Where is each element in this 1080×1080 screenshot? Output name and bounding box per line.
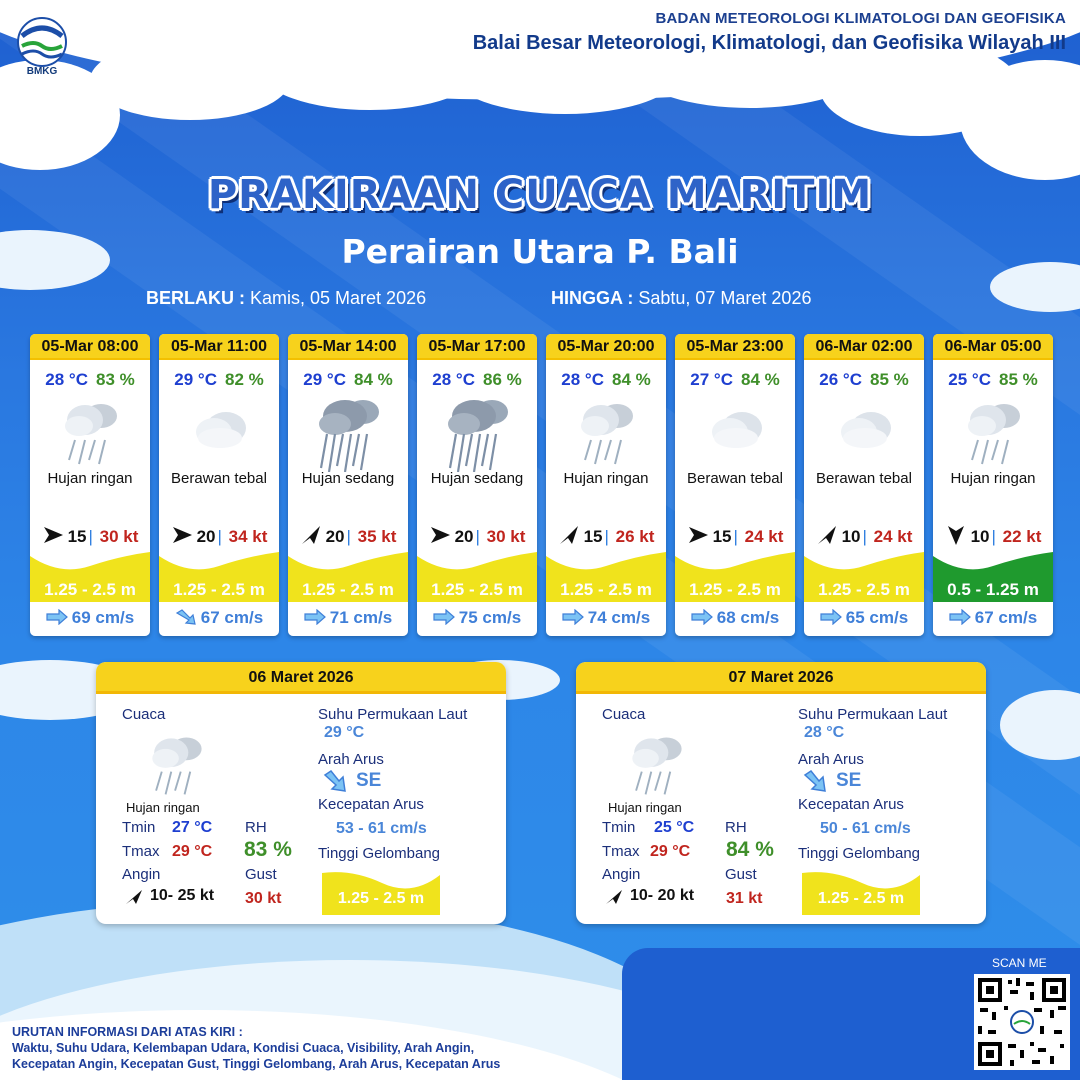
wind-speed: 20 <box>325 527 345 546</box>
current-dir-value: SE <box>356 770 382 791</box>
air-temperature: 29 °C <box>303 370 346 389</box>
humidity: 82 % <box>224 370 264 389</box>
region-title: Perairan Utara P. Bali <box>341 232 739 271</box>
temp-rh <box>30 370 150 390</box>
separator: | <box>991 527 996 546</box>
arrow-east-icon <box>687 524 709 546</box>
daily-condition: Hujan ringan <box>608 800 682 815</box>
info-order-note <box>12 1024 500 1072</box>
qr-code[interactable] <box>974 974 1070 1070</box>
tmax-label: Tmax <box>122 843 160 860</box>
validity-from <box>146 288 426 309</box>
tmin-label: Tmin <box>122 819 156 836</box>
wind-info <box>30 524 150 547</box>
tmin-value: 27 °C <box>172 819 213 836</box>
gust-speed: 30 kt <box>486 527 526 546</box>
forecast-time: 06-Mar 02:00 <box>804 334 924 360</box>
wind-info <box>933 524 1053 547</box>
gust-speed: 22 kt <box>1002 527 1042 546</box>
validity-from-value: Kamis, 05 Maret 2026 <box>250 288 427 308</box>
arrow-northeast-icon <box>300 524 322 546</box>
current-info <box>804 608 924 628</box>
weather-condition: Berawan tebal <box>171 470 267 487</box>
arrow-southeast-icon <box>175 609 197 625</box>
wind-speed: 10 <box>970 527 990 546</box>
rh-value: 84 % <box>726 838 774 861</box>
wind-speed: 10 <box>841 527 861 546</box>
weather-condition: Hujan ringan <box>47 470 133 487</box>
temp-rh <box>159 370 279 390</box>
scan-label: SCAN ME <box>992 956 1047 970</box>
forecast-card <box>288 334 408 636</box>
current-info <box>546 608 666 628</box>
daily-panel <box>96 662 506 924</box>
validity-from-label: BERLAKU : <box>146 288 245 308</box>
cloudy-icon <box>700 394 770 472</box>
wind-speed: 15 <box>67 527 87 546</box>
current-info <box>675 608 795 628</box>
air-temperature: 28 °C <box>45 370 88 389</box>
wind-speed: 15 <box>712 527 732 546</box>
arrow-east-icon <box>42 524 64 546</box>
gust-speed: 24 kt <box>873 527 913 546</box>
wind-info <box>675 524 795 547</box>
wave-height-badge <box>288 546 408 602</box>
arrow-east-icon <box>820 609 842 625</box>
wave-height: 1.25 - 2.5 m <box>818 580 910 599</box>
wind-value: 10- 20 kt <box>630 887 695 904</box>
wave-height-badge <box>675 546 795 602</box>
separator: | <box>346 527 351 546</box>
wave-height: 1.25 - 2.5 m <box>173 580 265 599</box>
separator: | <box>733 527 738 546</box>
wave-value: 1.25 - 2.5 m <box>337 890 425 907</box>
gust-value: 31 kt <box>726 890 763 907</box>
current-speed: 68 cm/s <box>716 608 780 627</box>
rh-value: 83 % <box>244 838 292 861</box>
daily-panel <box>576 662 986 924</box>
current-speed: 71 cm/s <box>329 608 393 627</box>
wave-height: 1.25 - 2.5 m <box>560 580 652 599</box>
weather-condition: Berawan tebal <box>816 470 912 487</box>
wave-height: 1.25 - 2.5 m <box>431 580 523 599</box>
humidity: 84 % <box>740 370 780 389</box>
forecast-card <box>159 334 279 636</box>
weather-condition: Hujan ringan <box>563 470 649 487</box>
validity-to-label: HINGGA : <box>551 288 634 308</box>
moderate-rain-icon <box>313 394 383 472</box>
forecast-time: 05-Mar 20:00 <box>546 334 666 360</box>
current-speed: 67 cm/s <box>200 608 264 627</box>
weather-label: Cuaca <box>602 706 646 723</box>
temp-rh <box>675 370 795 390</box>
current-speed-label: Kecepatan Arus <box>318 796 424 813</box>
current-speed: 69 cm/s <box>71 608 135 627</box>
current-info <box>933 608 1053 628</box>
wave-height-badge <box>30 546 150 602</box>
arrow-northeast-icon <box>604 888 624 906</box>
arrow-southeast-icon <box>802 770 830 794</box>
separator: | <box>475 527 480 546</box>
current-speed-label: Kecepatan Arus <box>798 796 904 813</box>
forecast-card <box>804 334 924 636</box>
wind-speed: 15 <box>583 527 603 546</box>
light-rain-icon <box>620 728 692 802</box>
light-rain-icon <box>571 394 641 472</box>
logo-text: BMKG <box>26 66 58 77</box>
wave-height-badge <box>804 546 924 602</box>
forecast-time: 05-Mar 11:00 <box>159 334 279 360</box>
gust-value: 30 kt <box>245 890 282 907</box>
wind-value: 10- 25 kt <box>150 887 215 904</box>
current-dir-value: SE <box>836 770 862 791</box>
weather-condition: Hujan sedang <box>301 470 395 487</box>
separator: | <box>604 527 609 546</box>
wave-label: Tinggi Gelombang <box>798 845 921 862</box>
weather-condition: Hujan sedang <box>430 470 524 487</box>
humidity: 84 % <box>353 370 393 389</box>
air-temperature: 26 °C <box>819 370 862 389</box>
current-speed-value: 50 - 61 cm/s <box>820 820 911 837</box>
forecast-cards <box>30 334 1050 636</box>
validity-to-value: Sabtu, 07 Maret 2026 <box>638 288 812 308</box>
wave-height: 1.25 - 2.5 m <box>44 580 136 599</box>
wind-info <box>804 524 924 547</box>
current-speed-value: 53 - 61 cm/s <box>336 820 427 837</box>
wave-height-badge <box>546 546 666 602</box>
light-rain-icon <box>140 728 212 802</box>
validity-to <box>551 288 811 309</box>
cloudy-icon <box>184 394 254 472</box>
forecast-card <box>675 334 795 636</box>
sst-value: 29 °C <box>324 724 365 741</box>
wave-height-badge <box>933 546 1053 602</box>
gust-speed: 26 kt <box>615 527 655 546</box>
arrow-northeast-icon <box>558 524 580 546</box>
sst-label: Suhu Permukaan Laut <box>798 706 948 723</box>
current-dir-label: Arah Arus <box>798 751 864 768</box>
humidity: 85 % <box>869 370 909 389</box>
note-line: Kecepatan Angin, Kecepatan Gust, Tinggi Gelombang, Arah Arus, Kecepatan Arus <box>12 1057 501 1071</box>
arrow-east-icon <box>433 609 455 625</box>
rh-label: RH <box>245 819 267 836</box>
forecast-time: 05-Mar 14:00 <box>288 334 408 360</box>
forecast-time: 05-Mar 17:00 <box>417 334 537 360</box>
sst-label: Suhu Permukaan Laut <box>318 706 468 723</box>
temp-rh <box>933 370 1053 390</box>
separator: | <box>217 527 222 546</box>
current-info <box>30 608 150 628</box>
arrow-southeast-icon <box>322 770 350 794</box>
gust-label: Gust <box>725 866 757 883</box>
wave-height: 1.25 - 2.5 m <box>302 580 394 599</box>
daily-date: 06 Maret 2026 <box>96 662 506 694</box>
arrow-south-icon <box>945 524 967 546</box>
wave-height-badge <box>417 546 537 602</box>
current-info <box>417 608 537 628</box>
gust-label: Gust <box>245 866 277 883</box>
wind-info <box>288 524 408 547</box>
current-dir-label: Arah Arus <box>318 751 384 768</box>
air-temperature: 28 °C <box>432 370 475 389</box>
forecast-card <box>546 334 666 636</box>
forecast-card <box>30 334 150 636</box>
wind-info <box>159 524 279 547</box>
arrow-northeast-icon <box>816 524 838 546</box>
air-temperature: 27 °C <box>690 370 733 389</box>
forecast-time: 05-Mar 08:00 <box>30 334 150 360</box>
note-line: Waktu, Suhu Udara, Kelembapan Udara, Kondisi Cuaca, Visibility, Arah Angin, <box>12 1041 475 1055</box>
current-info <box>288 608 408 628</box>
sst-value: 28 °C <box>804 724 845 741</box>
wave-label: Tinggi Gelombang <box>318 845 441 862</box>
gust-speed: 35 kt <box>357 527 397 546</box>
light-rain-icon <box>958 394 1028 472</box>
current-speed: 67 cm/s <box>974 608 1038 627</box>
humidity: 83 % <box>95 370 135 389</box>
arrow-east-icon <box>171 524 193 546</box>
tmin-value: 25 °C <box>654 819 695 836</box>
wind-label: Angin <box>602 866 641 883</box>
wind-label: Angin <box>122 866 161 883</box>
arrow-northeast-icon <box>124 888 144 906</box>
wave-height: 0.5 - 1.25 m <box>947 580 1039 599</box>
air-temperature: 29 °C <box>174 370 217 389</box>
humidity: 86 % <box>482 370 522 389</box>
wind-speed: 20 <box>454 527 474 546</box>
wind-speed: 20 <box>196 527 216 546</box>
weather-label: Cuaca <box>122 706 166 723</box>
tmax-value: 29 °C <box>172 843 213 860</box>
gust-speed: 30 kt <box>99 527 139 546</box>
arrow-east-icon <box>949 609 971 625</box>
separator: | <box>862 527 867 546</box>
temp-rh <box>288 370 408 390</box>
arrow-east-icon <box>562 609 584 625</box>
current-info <box>159 608 279 628</box>
cloudy-icon <box>829 394 899 472</box>
moderate-rain-icon <box>442 394 512 472</box>
weather-condition: Hujan ringan <box>950 470 1036 487</box>
gust-speed: 34 kt <box>228 527 268 546</box>
arrow-east-icon <box>691 609 713 625</box>
note-title: URUTAN INFORMASI DARI ATAS KIRI : <box>12 1025 243 1039</box>
forecast-time: 05-Mar 23:00 <box>675 334 795 360</box>
current-speed: 74 cm/s <box>587 608 651 627</box>
tmin-label: Tmin <box>602 819 636 836</box>
wave-height: 1.25 - 2.5 m <box>689 580 781 599</box>
humidity: 84 % <box>611 370 651 389</box>
forecast-card <box>417 334 537 636</box>
light-rain-icon <box>55 394 125 472</box>
arrow-east-icon <box>46 609 68 625</box>
wave-value: 1.25 - 2.5 m <box>817 890 905 907</box>
wind-info <box>546 524 666 547</box>
wave-height-badge <box>159 546 279 602</box>
office-name: Balai Besar Meteorologi, Klimatologi, dan Geofisika Wilayah III <box>472 32 1066 54</box>
tmax-value: 29 °C <box>650 843 691 860</box>
org-name: BADAN METEOROLOGI KLIMATOLOGI DAN GEOFISIKA <box>655 10 1066 27</box>
tmax-label: Tmax <box>602 843 640 860</box>
arrow-east-icon <box>429 524 451 546</box>
air-temperature: 25 °C <box>948 370 991 389</box>
rh-label: RH <box>725 819 747 836</box>
air-temperature: 28 °C <box>561 370 604 389</box>
separator: | <box>88 527 93 546</box>
weather-condition: Berawan tebal <box>687 470 783 487</box>
wind-info <box>417 524 537 547</box>
arrow-east-icon <box>304 609 326 625</box>
temp-rh <box>804 370 924 390</box>
forecast-card <box>933 334 1053 636</box>
forecast-time: 06-Mar 05:00 <box>933 334 1053 360</box>
temp-rh <box>417 370 537 390</box>
current-speed: 75 cm/s <box>458 608 522 627</box>
daily-date: 07 Maret 2026 <box>576 662 986 694</box>
humidity: 85 % <box>998 370 1038 389</box>
page-title: PRAKIRAAN CUACA MARITIM <box>207 172 873 218</box>
gust-speed: 24 kt <box>744 527 784 546</box>
current-speed: 65 cm/s <box>845 608 909 627</box>
daily-condition: Hujan ringan <box>126 800 200 815</box>
temp-rh <box>546 370 666 390</box>
